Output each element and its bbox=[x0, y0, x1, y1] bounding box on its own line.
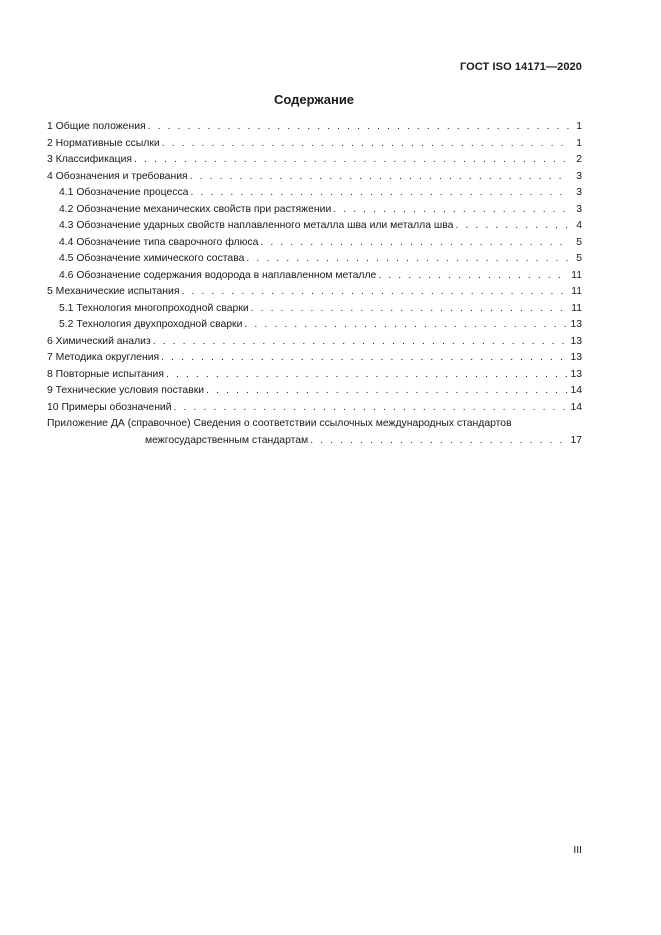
toc-entry-page: 1 bbox=[576, 121, 582, 132]
dot-leader bbox=[174, 400, 568, 417]
toc-entry-5[interactable] bbox=[47, 284, 582, 301]
toc-entry-page: 14 bbox=[570, 401, 582, 413]
toc-entry-5-1[interactable] bbox=[47, 301, 582, 318]
toc-entry-annex-da[interactable] bbox=[47, 416, 582, 449]
toc-entry-label: 5 Механические испытания bbox=[47, 286, 180, 297]
dot-leader bbox=[148, 119, 569, 136]
toc-entry-10[interactable] bbox=[47, 400, 582, 417]
dot-leader bbox=[333, 202, 569, 219]
toc-entry-label: 4.5 Обозначение химического состава bbox=[59, 253, 245, 264]
annex-page: 17 bbox=[570, 434, 582, 446]
toc-entry-4-2[interactable] bbox=[47, 202, 582, 219]
toc-entry-label: 8 Повторные испытания bbox=[47, 368, 164, 380]
toc-entry-3[interactable] bbox=[47, 152, 582, 169]
dot-leader bbox=[166, 367, 567, 384]
dot-leader bbox=[244, 317, 567, 334]
toc-entry-label: 4.1 Обозначение процесса bbox=[59, 187, 189, 198]
toc-entry-6[interactable] bbox=[47, 334, 582, 351]
toc-entry-label: 6 Химический анализ bbox=[47, 335, 151, 347]
dot-leader bbox=[378, 268, 568, 285]
toc-entry-page: 13 bbox=[570, 319, 582, 330]
toc-entry-page: 13 bbox=[570, 335, 582, 347]
toc-entry-4-1[interactable] bbox=[47, 185, 582, 202]
toc-entry-page: 1 bbox=[576, 137, 582, 149]
toc-entry-label: 4.4 Обозначение типа сварочного флюса bbox=[59, 236, 259, 248]
toc-entry-1[interactable] bbox=[47, 119, 582, 136]
toc-entry-label: 4.6 Обозначение содержания водорода в наплавленном металле bbox=[59, 269, 377, 281]
toc-entry-9[interactable] bbox=[47, 383, 582, 400]
toc-entry-label: 5.2 Технология двухпроходной сварки bbox=[59, 319, 243, 330]
page-number: III bbox=[573, 845, 582, 856]
toc-entry-4-4[interactable] bbox=[47, 235, 582, 252]
dot-leader bbox=[246, 251, 569, 268]
dot-leader bbox=[251, 301, 569, 318]
toc-entry-page: 13 bbox=[570, 352, 582, 363]
toc-entry-label: 10 Примеры обозначений bbox=[47, 401, 172, 413]
toc-title: Содержание bbox=[273, 92, 355, 107]
toc-entry-page: 3 bbox=[576, 187, 582, 198]
dot-leader bbox=[181, 284, 568, 301]
toc-entry-page: 5 bbox=[576, 236, 582, 248]
toc-entry-label: 4.3 Обозначение ударных свойств наплавленного металла шва или металла шва bbox=[59, 220, 454, 231]
annex-title-line1: Приложение ДА (справочное) Сведения о соответствии ссылочных международных стандартов bbox=[47, 418, 512, 429]
toc-entry-5-2[interactable] bbox=[47, 317, 582, 334]
toc-entry-page: 11 bbox=[571, 302, 582, 314]
toc-entry-4-3[interactable] bbox=[47, 218, 582, 235]
toc-entry-8[interactable] bbox=[47, 367, 582, 384]
toc-entry-label: 9 Технические условия поставки bbox=[47, 385, 205, 396]
document-code: ГОСТ ISO 14171—2020 bbox=[459, 61, 582, 73]
dot-leader bbox=[310, 433, 567, 450]
toc-entry-label: 7 Методика округления bbox=[47, 352, 160, 363]
toc-entry-page: 13 bbox=[570, 368, 582, 380]
annex-title-line2 bbox=[47, 433, 582, 450]
toc-entry-7[interactable] bbox=[47, 350, 582, 367]
toc-entry-page: 14 bbox=[570, 385, 582, 396]
toc-entry-page: 11 bbox=[571, 286, 582, 297]
toc-entry-page: 3 bbox=[576, 170, 582, 182]
toc-entry-label: 4.2 Обозначение механических свойств при растяжении bbox=[59, 203, 332, 215]
toc-entry-label: 1 Общие положения bbox=[47, 121, 146, 132]
toc-entry-4[interactable] bbox=[47, 169, 582, 186]
toc-entry-page: 5 bbox=[576, 253, 582, 264]
dot-leader bbox=[134, 152, 569, 169]
toc-entry-2[interactable] bbox=[47, 136, 582, 153]
dot-leader bbox=[161, 350, 567, 367]
toc-entry-page: 3 bbox=[576, 203, 582, 215]
dot-leader bbox=[153, 334, 568, 351]
toc-entry-label: 5.1 Технология многопроходной сварки bbox=[59, 302, 249, 314]
toc-entry-label: 3 Классификация bbox=[47, 154, 133, 165]
toc-entry-label: 4 Обозначения и требования bbox=[47, 170, 188, 182]
annex-label: межгосударственным стандартам bbox=[145, 434, 309, 446]
dot-leader bbox=[206, 383, 567, 400]
dot-leader bbox=[190, 169, 569, 186]
table-of-contents bbox=[47, 119, 582, 449]
toc-entry-page: 11 bbox=[571, 269, 582, 281]
toc-entry-page: 4 bbox=[576, 220, 582, 231]
dot-leader bbox=[260, 235, 569, 252]
toc-entry-page: 2 bbox=[576, 154, 582, 165]
toc-entry-label: 2 Нормативные ссылки bbox=[47, 137, 160, 149]
dot-leader bbox=[455, 218, 569, 235]
toc-entry-4-5[interactable] bbox=[47, 251, 582, 268]
dot-leader bbox=[190, 185, 569, 202]
dot-leader bbox=[162, 136, 569, 153]
toc-entry-4-6[interactable] bbox=[47, 268, 582, 285]
